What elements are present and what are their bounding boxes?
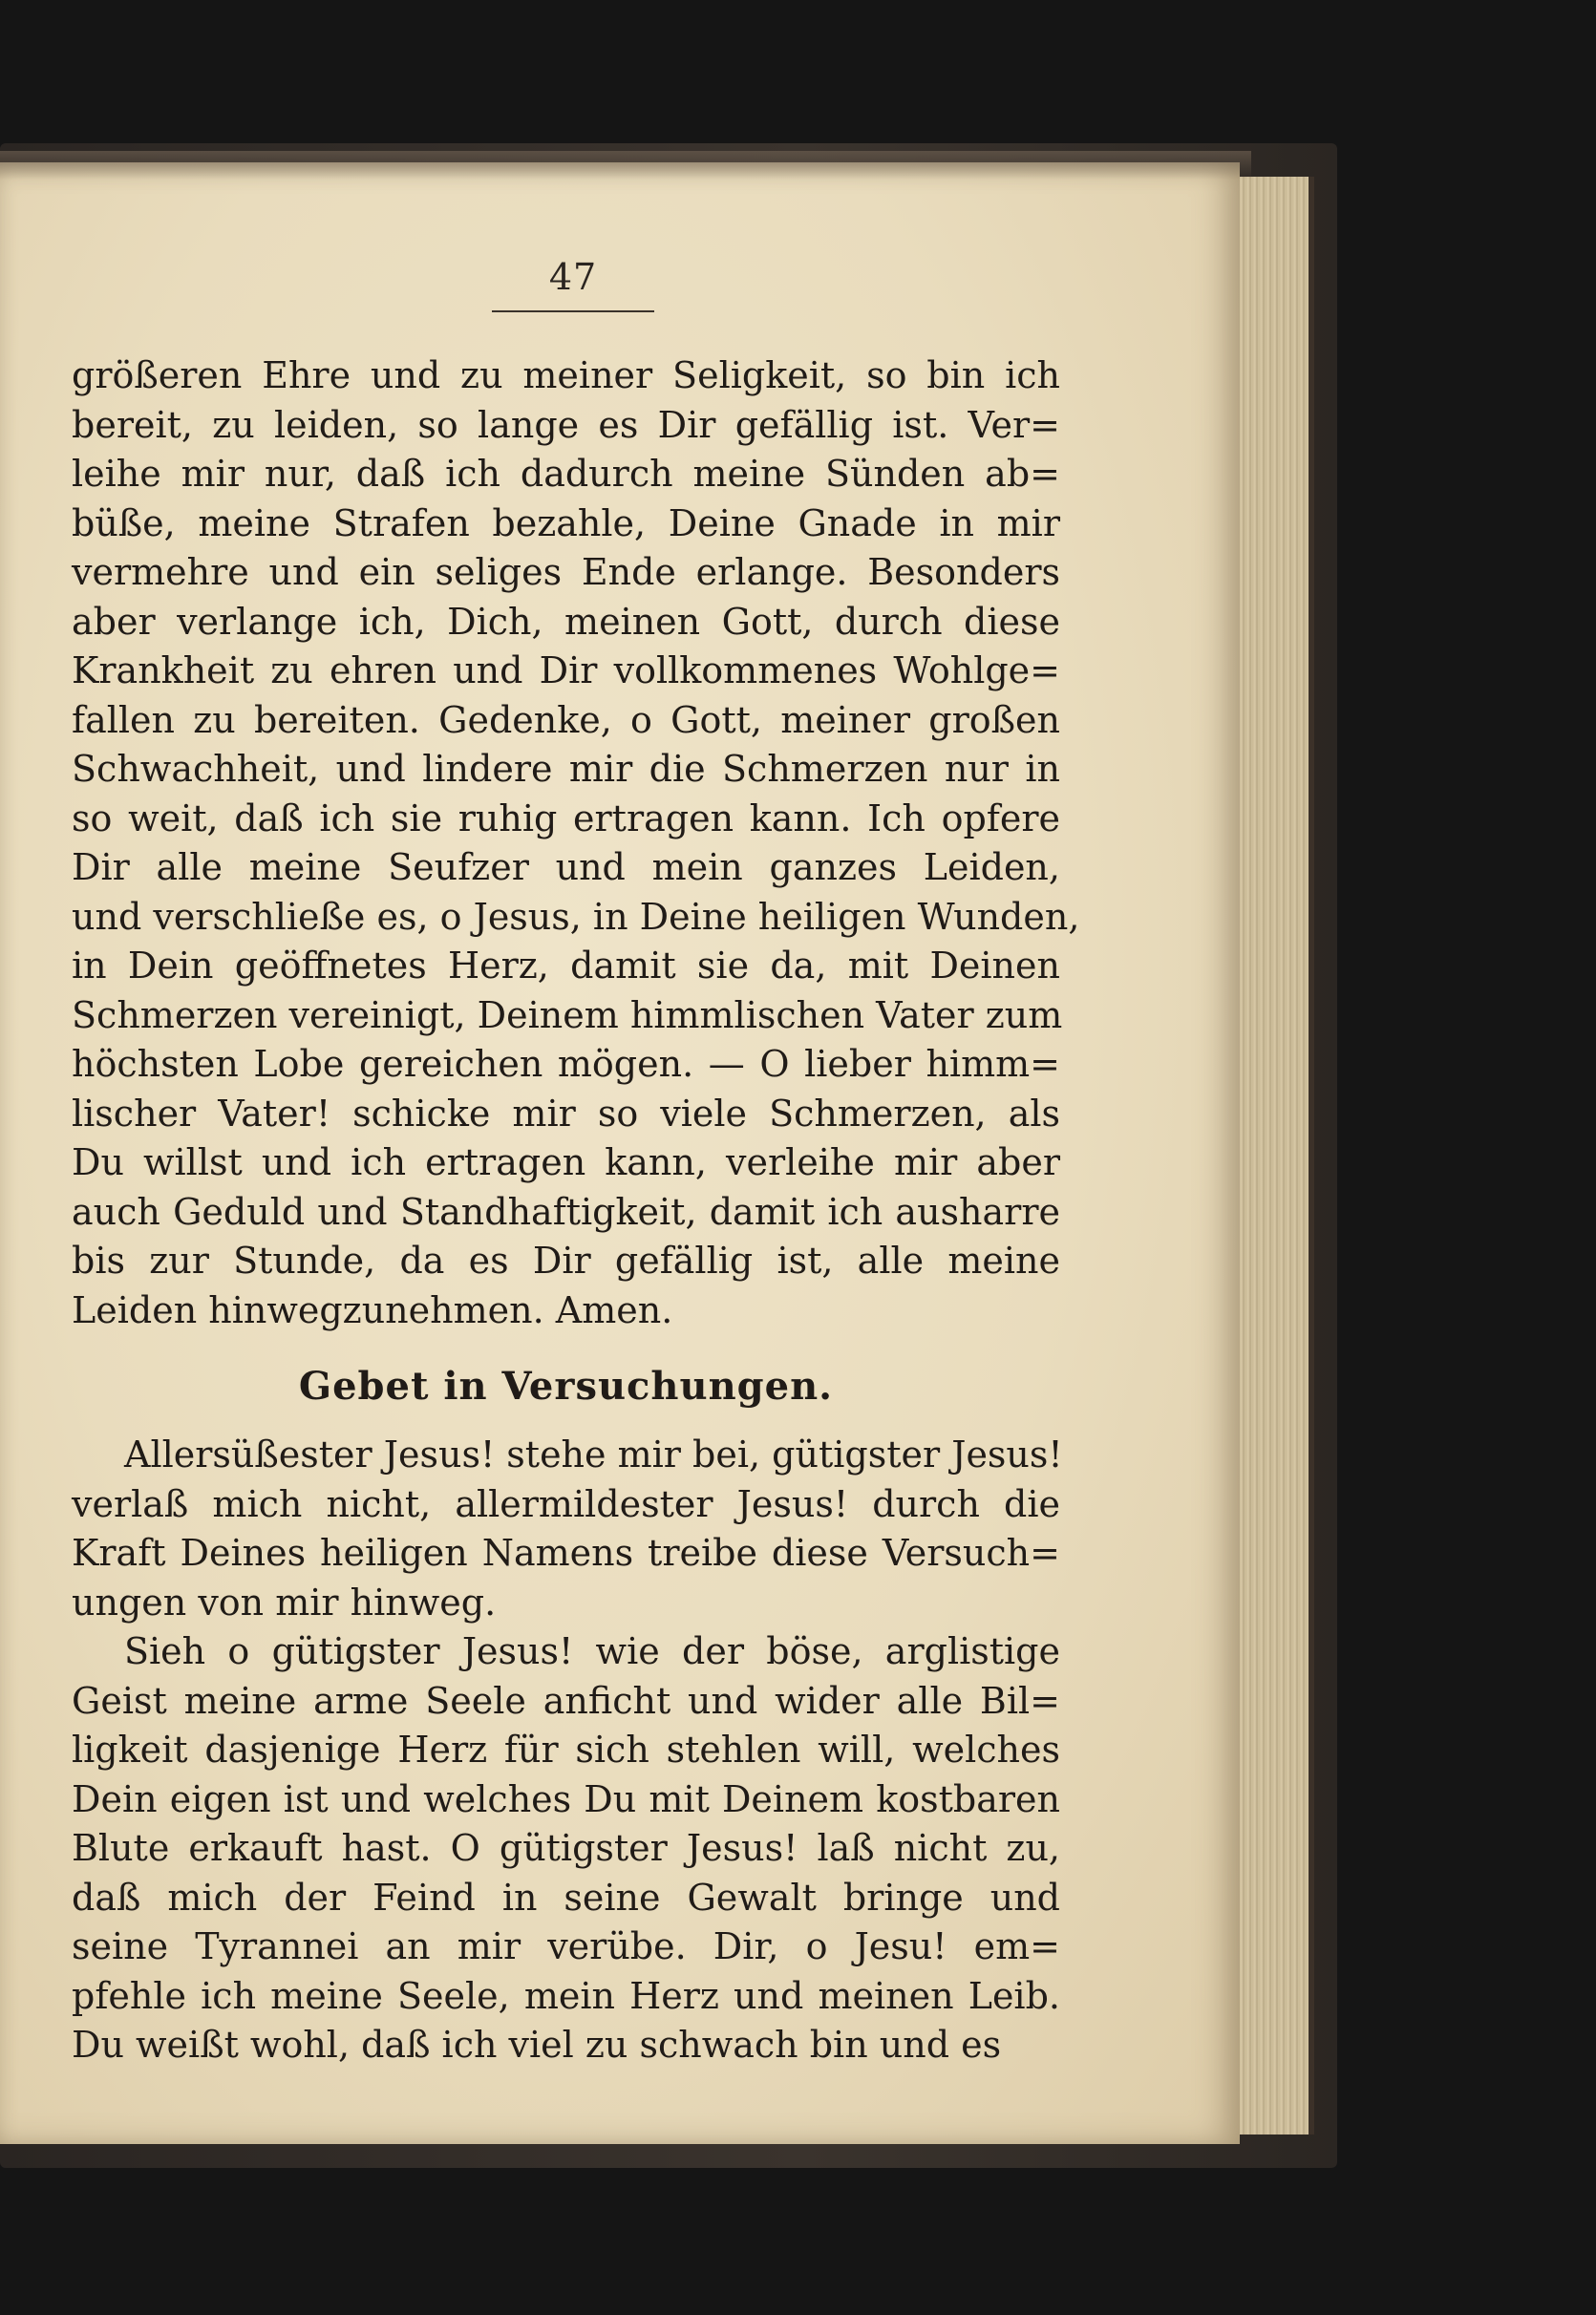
text-line: pfehle ich meine Seele, mein Herz und meinen Leib.	[72, 1974, 1060, 2017]
text-line: bis zur Stunde, da es Dir gefällig ist, alle meine	[72, 1240, 1060, 1282]
paragraph-3	[72, 1627, 1060, 2071]
text-line: Blute erkauft hast. O gütigster Jesus! laß nicht zu,	[72, 1827, 1060, 1869]
text-line: Geist meine arme Seele anficht und wider alle Bil=	[72, 1679, 1060, 1722]
text-line: fallen zu bereiten. Gedenke, o Gott, meiner großen	[72, 698, 1060, 741]
text-line: Schwachheit, und lindere mir die Schmerzen nur in	[72, 748, 1060, 790]
text-block	[72, 351, 1080, 2071]
paragraph-1	[72, 351, 1080, 1335]
text-line: Dein eigen ist und welches Du mit Deinem kostbaren	[72, 1777, 1060, 1820]
text-line: seine Tyrannei an mir verübe. Dir, o Jesu! em=	[72, 1925, 1060, 1967]
page-edges	[1232, 177, 1314, 2134]
text-line: aber verlange ich, Dich, meinen Gott, durch diese	[72, 600, 1060, 643]
page-top-shadow	[0, 151, 1251, 180]
text-line: ligkeit dasjenige Herz für sich stehlen will, welches	[72, 1729, 1060, 1771]
paragraph-2	[72, 1431, 1063, 1627]
page-number: 47	[548, 256, 598, 298]
text-line: büße, meine Strafen bezahle, Deine Gnade in mir	[72, 501, 1060, 544]
text-line: Allersüßester Jesus! stehe mir bei, gütigster Jesus!	[124, 1434, 1063, 1476]
text-line: Dir alle meine Seufzer und mein ganzes Leiden,	[72, 846, 1060, 888]
page-number-rule	[492, 310, 654, 312]
section-heading: Gebet in Versuchungen.	[298, 1364, 834, 1409]
text-line: Sieh o gütigster Jesus! wie der böse, arglistige	[124, 1630, 1060, 1672]
text-line: leihe mir nur, daß ich dadurch meine Sünden ab=	[72, 453, 1060, 495]
text-line: Schmerzen vereinigt, Deinem himmlischen Vater zum	[72, 993, 1063, 1036]
text-line: daß mich der Feind in seine Gewalt bringe und	[72, 1876, 1060, 1919]
text-line: bereit, zu leiden, so lange es Dir gefällig ist. Ver=	[72, 403, 1060, 446]
text-line: auch Geduld und Standhaftigkeit, damit ich ausharre	[72, 1190, 1060, 1233]
text-line: größeren Ehre und zu meiner Seligkeit, so bin ich	[72, 354, 1060, 396]
text-line: vermehre und ein seliges Ende erlange. Besonders	[72, 551, 1060, 593]
text-line: Krankheit zu ehren und Dir vollkommenes Wohlge=	[72, 649, 1060, 691]
text-line: Du willst und ich ertragen kann, verleihe mir aber	[72, 1141, 1060, 1183]
text-line: verlaß mich nicht, allermildester Jesus! durch die	[72, 1482, 1060, 1525]
text-line: Leiden hinwegzunehmen. Amen.	[72, 1288, 673, 1331]
text-line: so weit, daß ich sie ruhig ertragen kann. Ich opfere	[72, 796, 1060, 839]
text-line: in Dein geöffnetes Herz, damit sie da, mit Deinen	[72, 945, 1060, 987]
text-line: höchsten Lobe gereichen mögen. — O lieber himm=	[72, 1043, 1060, 1085]
text-line: Du weißt wohl, daß ich viel zu schwach bin und es	[72, 2024, 1002, 2066]
text-line: und verschließe es, o Jesus, in Deine heiligen Wunden,	[72, 895, 1080, 938]
text-line: Kraft Deines heiligen Namens treibe diese Versuch=	[72, 1532, 1060, 1574]
text-line: lischer Vater! schicke mir so viele Schmerzen, als	[72, 1092, 1060, 1135]
text-line: ungen von mir hinweg.	[72, 1581, 497, 1624]
